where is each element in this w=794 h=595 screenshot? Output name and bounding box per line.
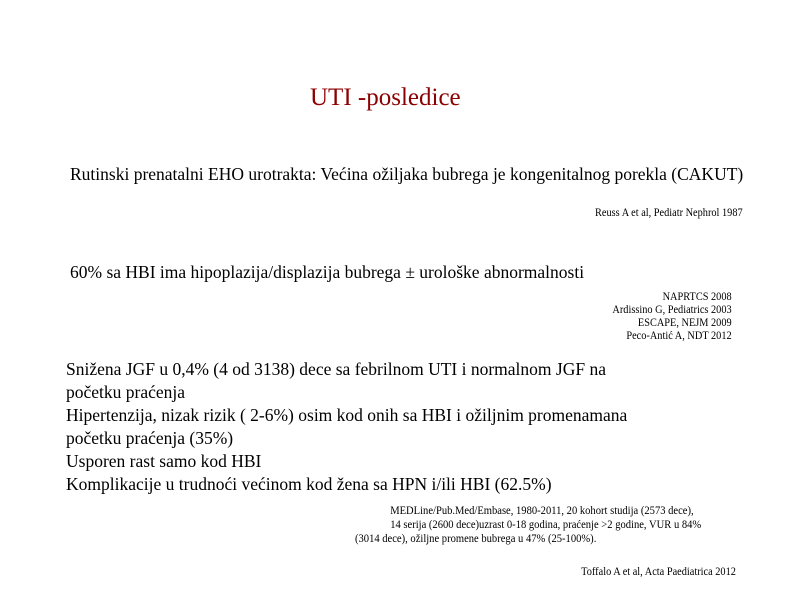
reference-reuss: Reuss A et al, Pediatr Nephrol 1987 [595, 205, 743, 219]
reference-item: Peco-Antić A, NDT 2012 [626, 328, 732, 342]
outcome-line: početku praćenja [66, 382, 186, 402]
source-line: (3014 dece), ožiljne promene bubrega u 47% (25-100%). [355, 531, 597, 545]
source-line: 14 serija (2600 dece)uzrast 0-18 godina, praćenje >2 godine, VUR u 84% [390, 517, 702, 531]
reference-list [613, 290, 732, 342]
outcome-line: Komplikacije u trudnoći većinom kod žena sa HPN i/ili HBI (62.5%) [66, 474, 552, 494]
reference-item: ESCAPE, NEJM 2009 [638, 315, 732, 329]
slide-title: UTI -posledice [310, 84, 461, 111]
reference-item: Ardissino G, Pediatrics 2003 [612, 302, 732, 316]
body-text-hbi: 60% sa HBI ima hipoplazija/displazija bubrega ± urološke abnormalnosti [70, 262, 585, 282]
source-line: MEDLine/Pub.Med/Embase, 1980-2011, 20 kohort studija (2573 dece), [390, 503, 694, 517]
body-text-cakut: Rutinski prenatalni EHO urotrakta: Većina ožiljaka bubrega je kongenitalnog porekla (CAKUT) [70, 164, 744, 184]
reference-toffalo: Toffalo A et al, Acta Paediatrica 2012 [581, 564, 736, 578]
outcome-line: Usporen rast samo kod HBI [66, 451, 262, 471]
outcome-line: Hipertenzija, nizak rizik ( 2-6%) osim kod onih sa HBI i ožiljnim promenamana [66, 405, 628, 425]
reference-item: NAPRTCS 2008 [662, 289, 732, 303]
body-text-outcomes [66, 358, 627, 496]
outcome-line: početku praćenja (35%) [66, 428, 234, 448]
source-note [355, 503, 701, 545]
outcome-line: Snižena JGF u 0,4% (4 od 3138) dece sa febrilnom UTI i normalnom JGF na [66, 359, 606, 379]
